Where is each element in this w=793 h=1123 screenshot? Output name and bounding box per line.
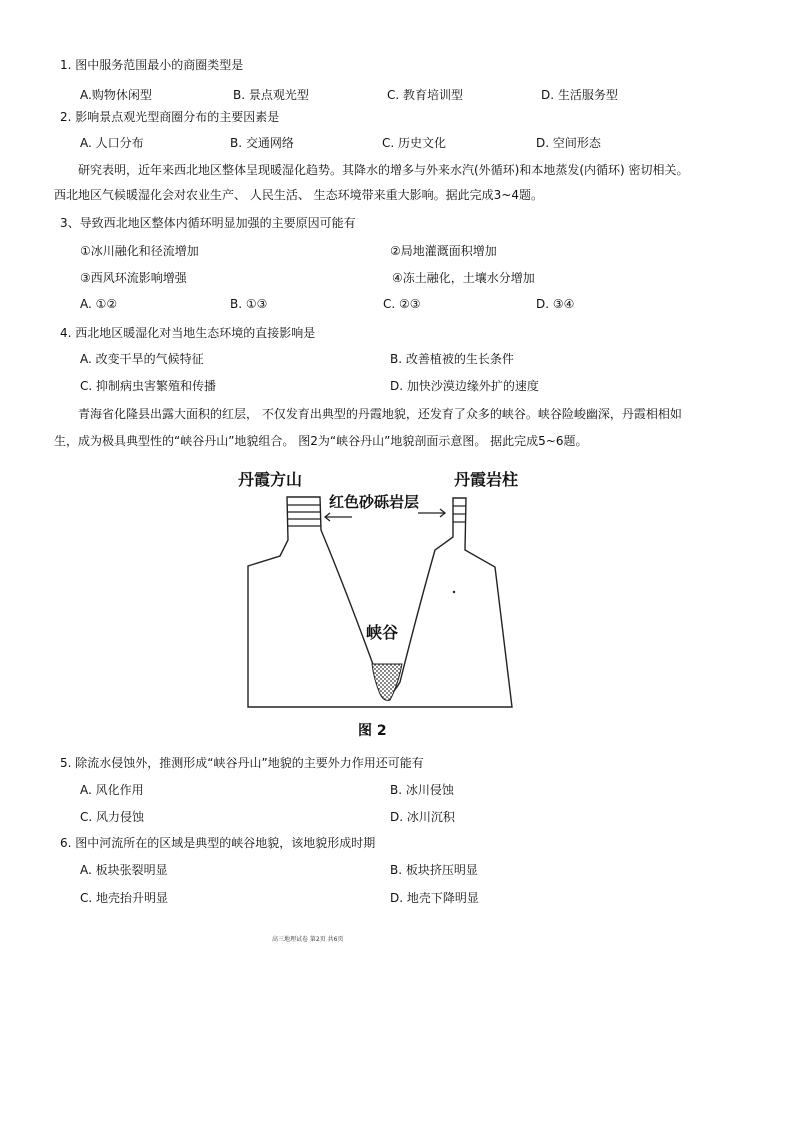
q6-option-b: B. 板块挤压明显 <box>390 863 478 877</box>
q5-option-b: B. 冰川侵蚀 <box>390 783 454 797</box>
passage-1-line-2: 西北地区气候暖湿化会对农业生产、 人民生活、 生态环境带来重大影响。据此完成3~4题。 <box>54 188 543 202</box>
figure-caption: 图 2 <box>358 723 387 739</box>
canyon-profile-figure <box>230 460 530 745</box>
passage-2-line-1: 青海省化隆县出露大面积的红层， 不仅发育出典型的丹霞地貌，还发育了众多的峡谷。峡谷险峻幽深，丹霞相相如 <box>78 407 682 421</box>
q3-option-b: B. ①③ <box>230 297 268 311</box>
q3-item-1: ①冰川融化和径流增加 <box>80 244 199 258</box>
passage-1-line-1: 研究表明，近年来西北地区整体呈现暖湿化趋势。其降水的增多与外来水汽(外循环)和本地蒸发(内循环) 密切相关。 <box>78 163 689 177</box>
q1-option-c: C. 教育培训型 <box>387 88 464 102</box>
label-danxia-mesa: 丹霞方山 <box>238 470 303 489</box>
label-red-sandstone-layer: 红色砂砾岩层 <box>329 493 420 511</box>
q5-option-a: A. 风化作用 <box>80 783 144 797</box>
q4-option-c: C. 抑制病虫害繁殖和传播 <box>80 379 217 393</box>
q3-item-2: ②局地灌溉面积增加 <box>390 244 497 258</box>
q1-option-b: B. 景点观光型 <box>233 88 309 102</box>
question-2-stem: 2. 影响景点观光型商圈分布的主要因素是 <box>60 110 280 124</box>
q3-option-c: C. ②③ <box>383 297 421 311</box>
pillar-rock-layers <box>453 506 466 522</box>
label-canyon: 峡谷 <box>366 623 399 642</box>
q3-item-3: ③西风环流影响增强 <box>80 271 187 285</box>
river-sediment <box>372 664 402 700</box>
q2-option-a: A. 人口分布 <box>80 136 144 150</box>
q6-option-d: D. 地壳下降明显 <box>390 891 479 905</box>
q4-option-d: D. 加快沙漠边缘外扩的速度 <box>390 379 539 393</box>
page-footer: 高三地理试卷 第2页 共6页 <box>272 936 344 943</box>
q1-option-d: D. 生活服务型 <box>541 88 618 102</box>
marker-dot <box>453 591 455 593</box>
q3-item-4: ④冻土融化，土壤水分增加 <box>392 271 535 285</box>
q5-option-d: D. 冰川沉积 <box>390 810 455 824</box>
q1-option-a: A.购物休闲型 <box>80 88 152 102</box>
q5-option-c: C. 风力侵蚀 <box>80 810 145 824</box>
label-danxia-pillar: 丹霞岩柱 <box>454 470 519 489</box>
question-5-stem: 5. 除流水侵蚀外，推测形成“峡谷丹山”地貌的主要外力作用还可能有 <box>60 756 424 770</box>
q6-option-c: C. 地壳抬升明显 <box>80 891 169 905</box>
passage-2-line-2: 生，成为极具典型性的“峡谷丹山”地貌组合。 图2为“峡谷丹山”地貌剖面示意图。 据此完成5~6题。 <box>54 434 588 448</box>
question-3-stem: 3、导致西北地区整体内循环明显加强的主要原因可能有 <box>60 216 356 230</box>
q4-option-a: A. 改变干旱的气候特征 <box>80 352 204 366</box>
q2-option-c: C. 历史文化 <box>382 136 447 150</box>
question-1-stem: 1. 图中服务范围最小的商圈类型是 <box>60 58 244 72</box>
q4-option-b: B. 改善植被的生长条件 <box>390 352 514 366</box>
question-6-stem: 6. 图中河流所在的区域是典型的峡谷地貌，该地貌形成时期 <box>60 836 376 850</box>
q6-option-a: A. 板块张裂明显 <box>80 863 168 877</box>
q3-option-a: A. ①② <box>80 297 118 311</box>
mesa-rock-layers <box>287 505 321 526</box>
question-4-stem: 4. 西北地区暖湿化对当地生态环境的直接影响是 <box>60 326 316 340</box>
q3-option-d: D. ③④ <box>536 297 575 311</box>
q2-option-d: D. 空间形态 <box>536 136 601 150</box>
q2-option-b: B. 交通网络 <box>230 136 294 150</box>
